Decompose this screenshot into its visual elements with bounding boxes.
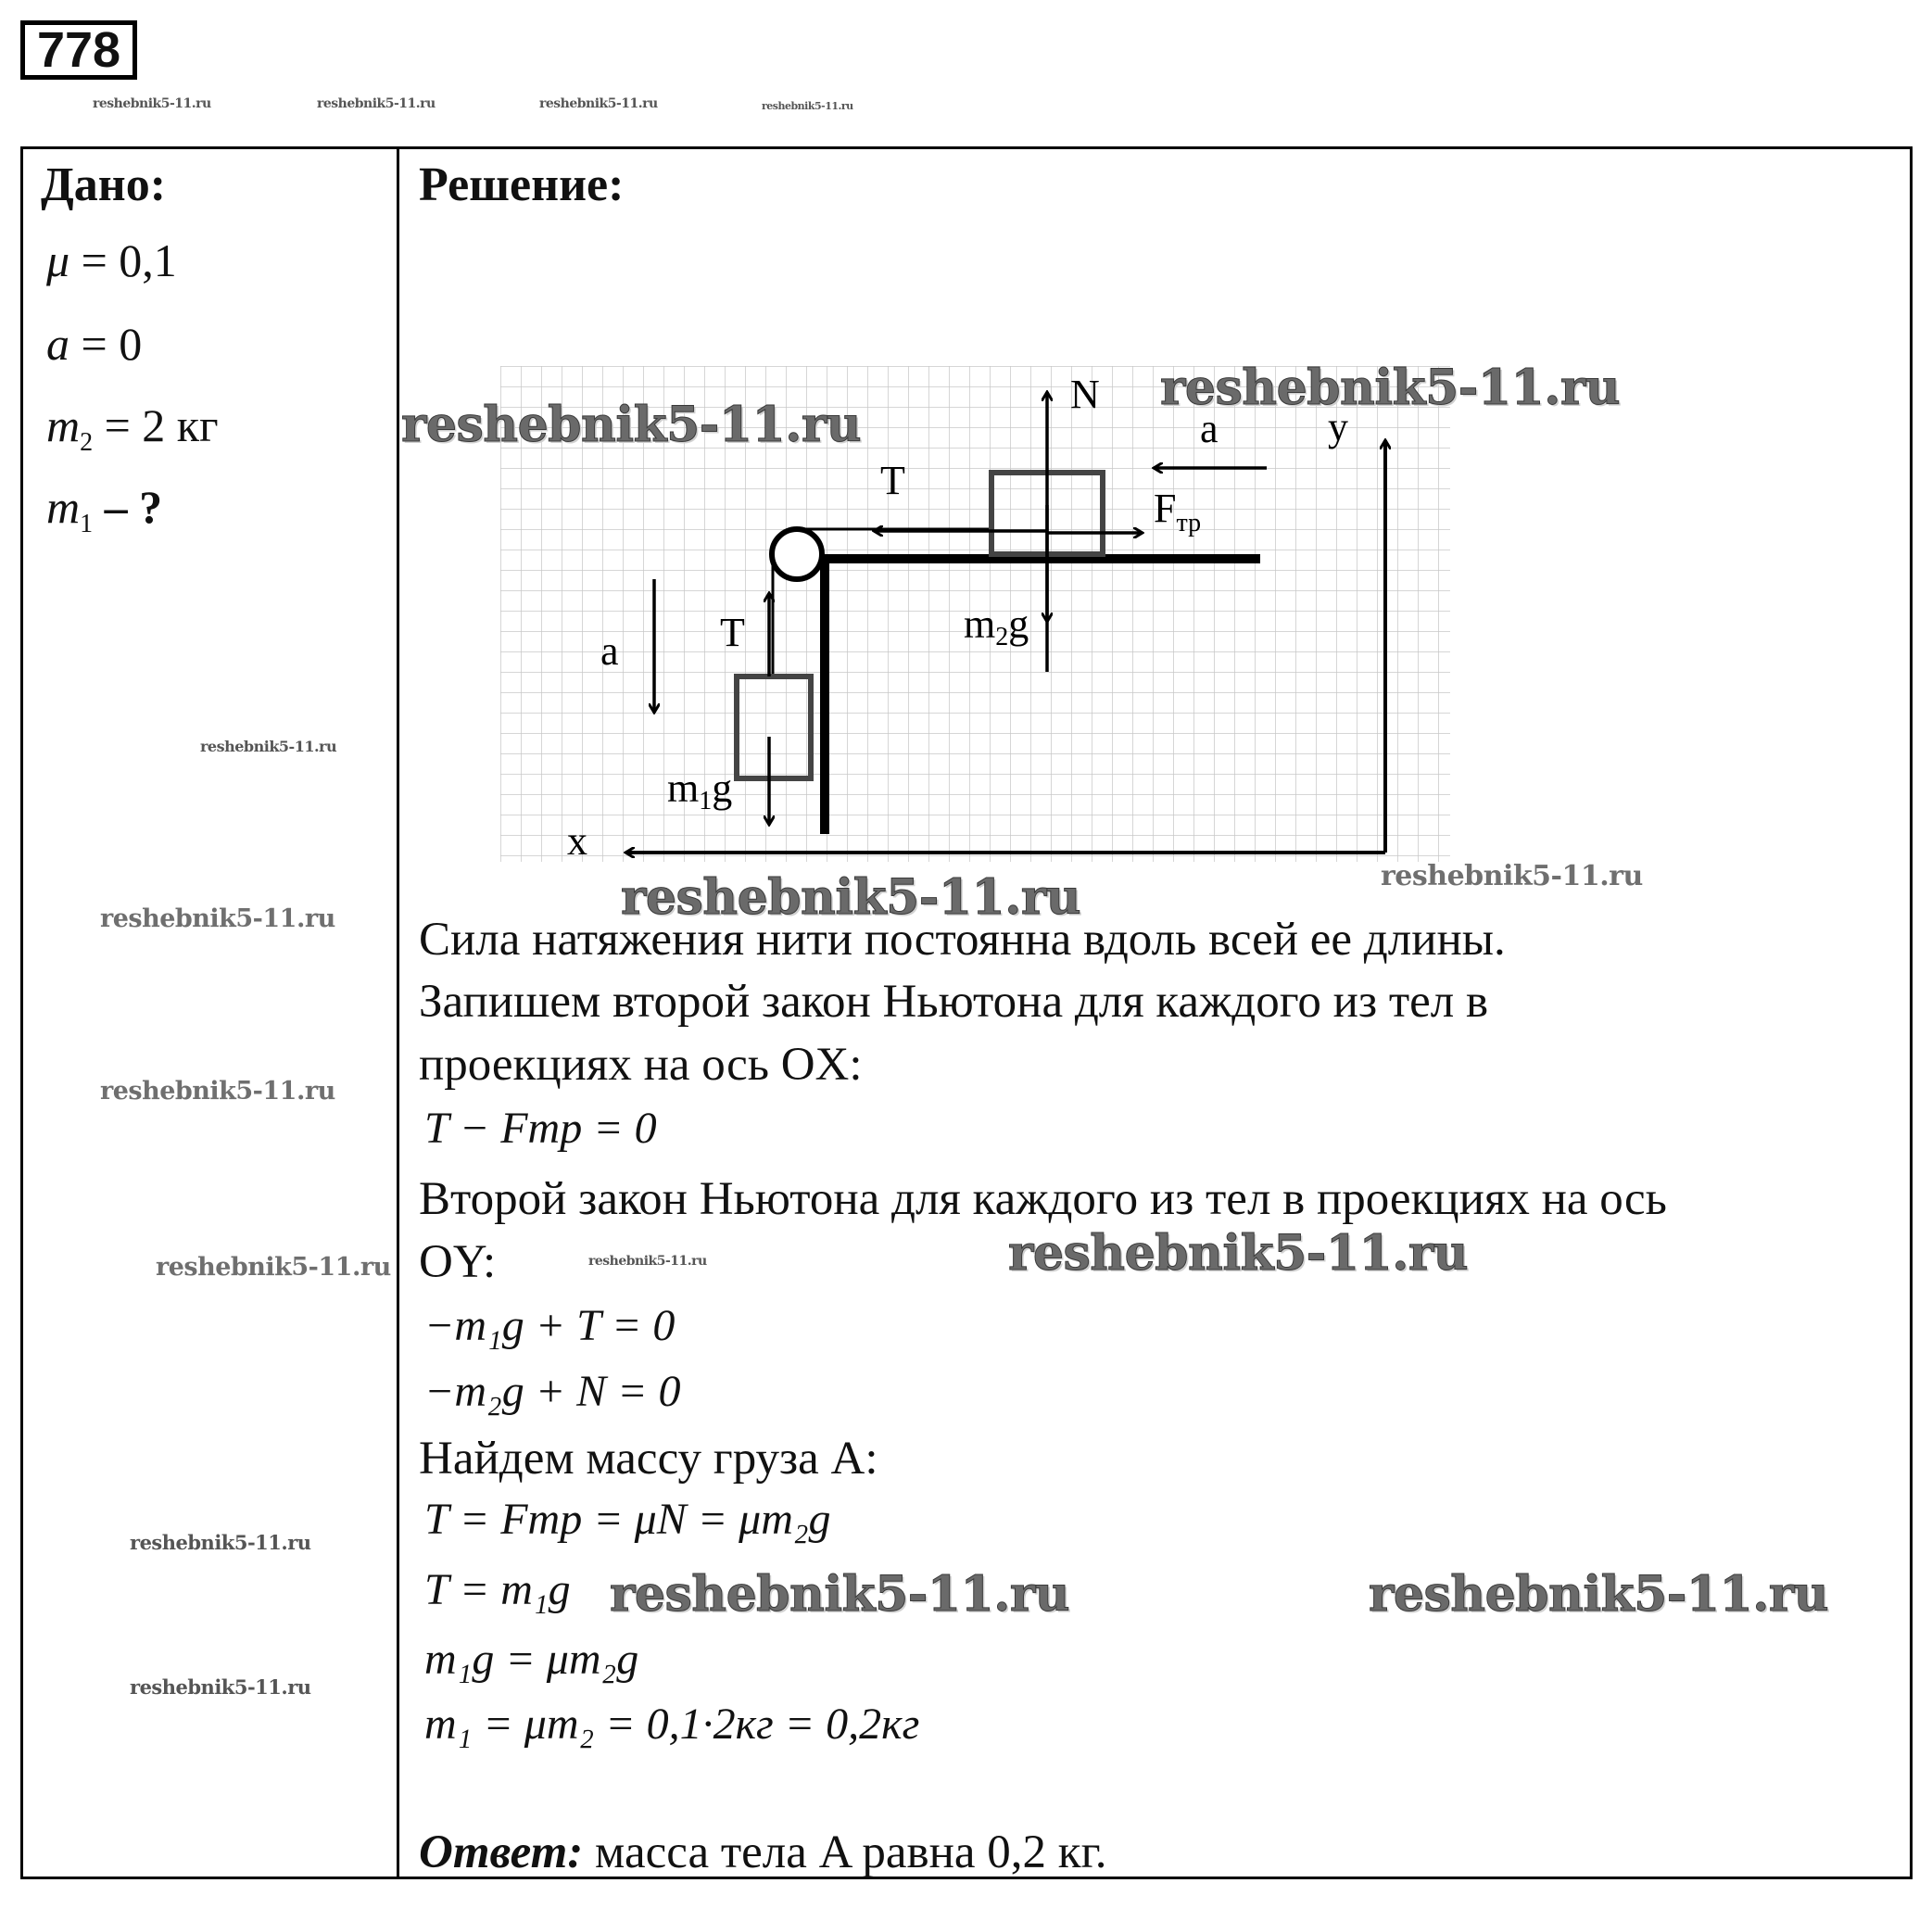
watermark: reshebnik5-11.ru bbox=[1381, 860, 1643, 892]
answer bbox=[419, 1826, 1107, 1879]
solution-title: Решение: bbox=[419, 158, 625, 211]
solution-text-1: Сила натяжения нити постоянна вдоль всей ее длины. bbox=[419, 914, 1506, 966]
problem-number: 778 bbox=[20, 20, 137, 80]
solution-text-3: проекциях на ось OX: bbox=[419, 1039, 863, 1091]
label-T-top: T bbox=[880, 458, 905, 503]
watermark: reshebnik5-11.ru bbox=[93, 96, 211, 111]
watermark: reshebnik5-11.ru bbox=[130, 1675, 311, 1699]
watermark: reshebnik5-11.ru bbox=[588, 1254, 707, 1269]
watermark: reshebnik5-11.ru bbox=[610, 1566, 1070, 1623]
solution-text-6: Найдем массу груза A: bbox=[419, 1433, 878, 1485]
watermark: reshebnik5-11.ru bbox=[200, 738, 337, 755]
pulley bbox=[772, 529, 822, 579]
watermark: reshebnik5-11.ru bbox=[317, 96, 436, 111]
given-title: Дано: bbox=[41, 158, 167, 211]
given-m1: $m_1$ – ? bbox=[46, 481, 163, 538]
column-divider bbox=[397, 146, 399, 1879]
label-a-top: a bbox=[1200, 406, 1219, 451]
equation-7: m₁ = μm₂ = 0,1·2кг = 0,2кг bbox=[424, 1700, 920, 1749]
given-mu: μ = 0,1 bbox=[46, 234, 177, 286]
given-m2: $m_2 = 2$ кг bbox=[46, 399, 219, 457]
given-a: a = 0 bbox=[46, 318, 143, 370]
label-y: y bbox=[1328, 404, 1348, 449]
solution-text-2: Запишем второй закон Ньютона для каждого из тел в bbox=[419, 976, 1489, 1028]
label-m1g: m1g bbox=[667, 765, 733, 815]
solution-text-4: Второй закон Ньютона для каждого из тел в проекциях на ось bbox=[419, 1173, 1667, 1225]
watermark: reshebnik5-11.ru bbox=[1160, 360, 1621, 416]
watermark: reshebnik5-11.ru bbox=[1008, 1225, 1469, 1282]
equation-4: T = Fтр = μN = μm₂g bbox=[424, 1495, 831, 1544]
equation-6: m₁g = μm₂g bbox=[424, 1635, 639, 1684]
label-a-left: a bbox=[600, 628, 619, 674]
equation-oy-1: −m₁g + T = 0 bbox=[424, 1301, 676, 1350]
answer-label: Ответ: bbox=[419, 1826, 584, 1878]
watermark: reshebnik5-11.ru bbox=[156, 1253, 391, 1282]
solution-text-5: OY: bbox=[419, 1236, 497, 1288]
equation-ox: T − Fтр = 0 bbox=[424, 1104, 657, 1153]
watermark: reshebnik5-11.ru bbox=[100, 904, 335, 933]
label-T-left: T bbox=[720, 610, 745, 655]
answer-text: масса тела A равна 0,2 кг. bbox=[583, 1826, 1107, 1878]
watermark: reshebnik5-11.ru bbox=[1369, 1566, 1829, 1623]
equation-5: T = m₁g bbox=[424, 1565, 571, 1614]
watermark: reshebnik5-11.ru bbox=[130, 1531, 311, 1554]
watermark: reshebnik5-11.ru bbox=[401, 397, 862, 453]
label-m2g: m2g bbox=[964, 601, 1029, 651]
watermark: reshebnik5-11.ru bbox=[100, 1077, 335, 1106]
watermark: reshebnik5-11.ru bbox=[621, 869, 1081, 926]
watermark: reshebnik5-11.ru bbox=[762, 100, 853, 112]
label-x: x bbox=[567, 818, 587, 864]
equation-oy-2: −m₂g + N = 0 bbox=[424, 1367, 681, 1416]
watermark: reshebnik5-11.ru bbox=[539, 96, 658, 111]
label-N: N bbox=[1070, 372, 1100, 417]
label-F-friction: $F_{тр}$ bbox=[1154, 486, 1202, 537]
